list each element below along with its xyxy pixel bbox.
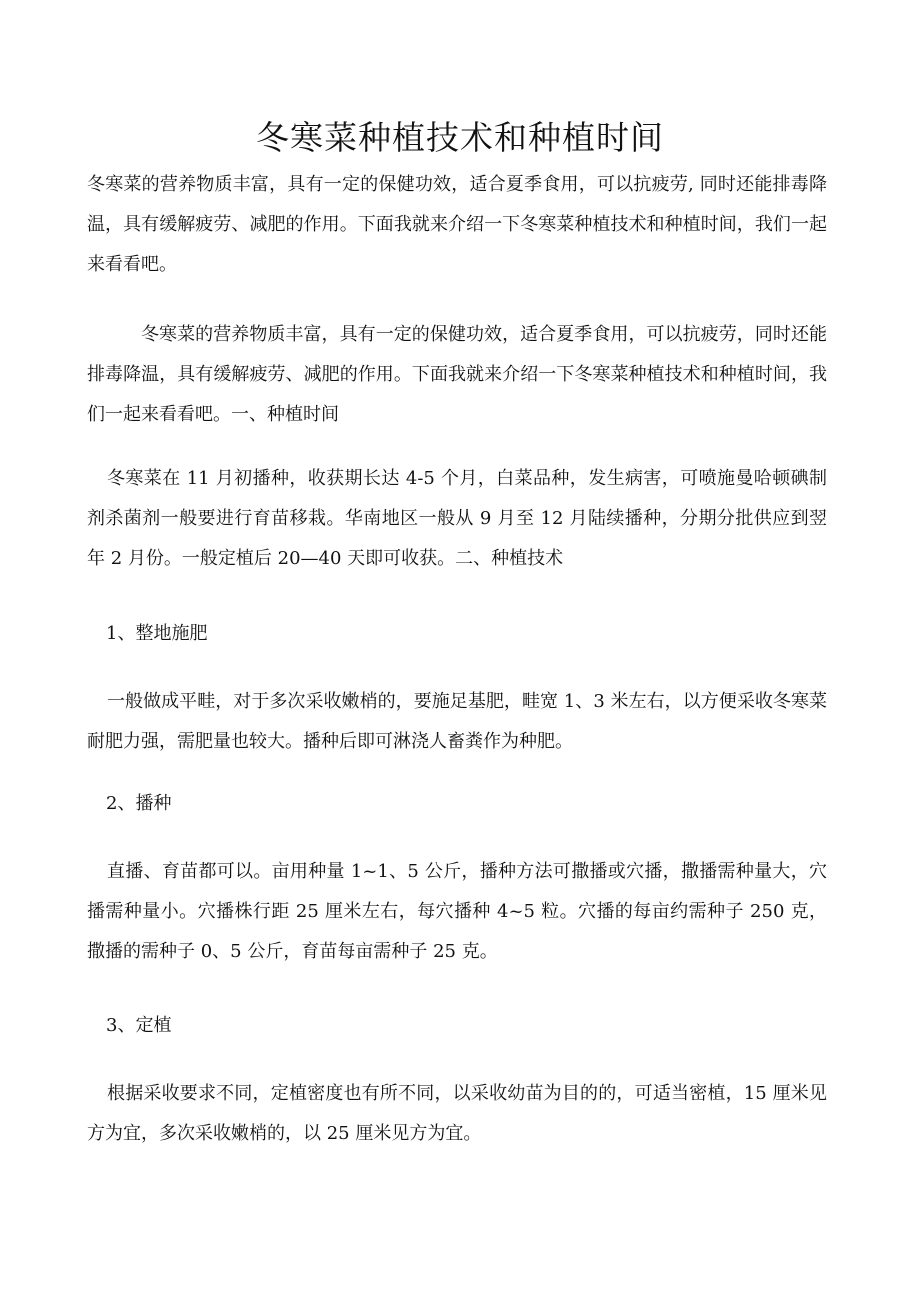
body-paragraph-repeat-intro: 冬寒菜的营养物质丰富，具有一定的保健功效，适合夏季食用，可以抗疲劳，同时还能排毒降温，具有缓解疲劳、减肥的作用。下面我就来介绍一下冬寒菜种植技术和种植时间，我们一起来看看吧。一、种植时间 bbox=[87, 324, 827, 425]
document-title: 冬寒菜种植技术和种植时间 bbox=[256, 118, 664, 157]
section-heading-soil-fertilizer: 1、整地施肥 bbox=[106, 623, 208, 644]
planting-time-paragraph: 冬寒菜在 11 月初播种，收获期长达 4-5 个月，白菜品种，发生病害，可喷施曼哈顿碘制剂杀菌剂一般要进行育苗移栽。华南地区一般从 9 月至 12 月陆续播种，分期分批供应到翌年 2 月份。一般定植后 20—40 天即可收获。二、种植技术 bbox=[87, 468, 827, 569]
section-heading-transplant: 3、定植 bbox=[106, 1015, 172, 1036]
intro-paragraph: 冬寒菜的营养物质丰富，具有一定的保健功效，适合夏季食用，可以抗疲劳, 同时还能排毒降温，具有缓解疲劳、减肥的作用。下面我就来介绍一下冬寒菜种植技术和种植时间，我们一起来看看吧。 bbox=[87, 174, 827, 275]
sowing-paragraph: 直播、育苗都可以。亩用种量 1~1、5 公斤，播种方法可撒播或穴播，撒播需种量大，穴播需种量小。穴播株行距 25 厘米左右，每穴播种 4~5 粒。穴播的每亩约需种子 250 克，撒播的需种子 0、5 公斤，育苗每亩需种子 25 克。 bbox=[87, 861, 827, 962]
transplant-paragraph: 根据采收要求不同，定植密度也有所不同，以采收幼苗为目的的，可适当密植，15 厘米见方为宜，多次采收嫩梢的，以 25 厘米见方为宜。 bbox=[87, 1083, 827, 1144]
soil-fertilizer-paragraph: 一般做成平畦，对于多次采收嫩梢的，要施足基肥，畦宽 1、3 米左右，以方便采收冬寒菜耐肥力强，需肥量也较大。播种后即可淋浇人畜粪作为种肥。 bbox=[87, 691, 827, 752]
section-heading-sowing: 2、播种 bbox=[106, 793, 172, 814]
